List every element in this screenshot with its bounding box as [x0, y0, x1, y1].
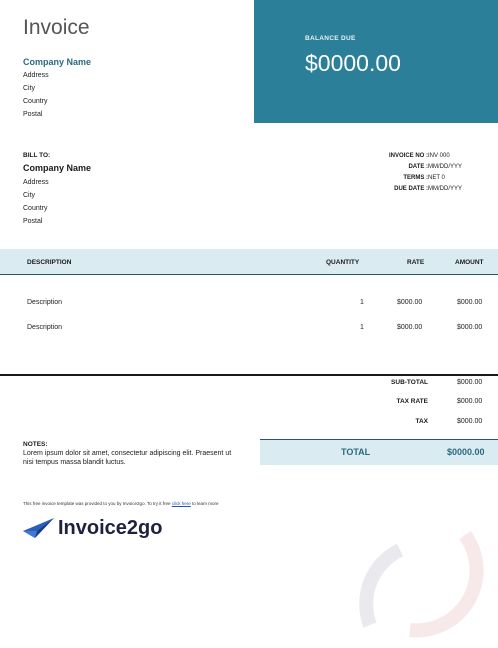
meta-key: DATE :: [408, 164, 428, 170]
sender-city: City: [23, 85, 36, 92]
meta-key: DUE DATE :: [394, 186, 428, 192]
client-postal: Postal: [23, 218, 43, 225]
footer-text-before: This free invoice template was provided to you by Invoice2go. To try it free: [23, 501, 172, 506]
row1-description: Description: [27, 299, 63, 306]
meta-key: INVOICE NO :: [388, 153, 428, 159]
subtotal-label: SUB-TOTAL: [391, 379, 428, 386]
row2-description: Description: [27, 324, 63, 331]
sender-address: Address: [23, 72, 49, 79]
invoice2go-logo-text: Invoice2go: [58, 517, 163, 539]
client-city: City: [23, 192, 36, 199]
col-amount: AMOUNT: [455, 259, 484, 266]
paper-plane-icon: [23, 517, 55, 544]
tax-rate-label: TAX RATE: [396, 398, 428, 405]
col-rate: RATE: [407, 259, 425, 266]
bill-to-label: BILL TO:: [23, 152, 51, 159]
row2-quantity: 1: [360, 324, 364, 331]
footer-note: [23, 501, 219, 506]
footer-link[interactable]: click here: [171, 501, 191, 506]
sender-postal: Postal: [23, 111, 43, 118]
sender-company-name: Company Name: [23, 57, 92, 67]
balance-due-amount: $0000.00: [305, 50, 401, 76]
total-label: TOTAL: [341, 447, 371, 457]
table-divider: [0, 374, 498, 376]
footer-text-after: to learn more: [190, 501, 219, 506]
meta-invoice-no: [348, 153, 468, 159]
row2-amount: $000.00: [457, 324, 483, 331]
total-amount: $0000.00: [447, 447, 485, 457]
notes-text: Lorem ipsum dolor sit amet, consectetur adipiscing elit. Praesent ut nisi tempus massa blandit luctus.: [23, 450, 232, 466]
col-description: DESCRIPTION: [27, 259, 72, 266]
notes-label: NOTES:: [23, 441, 48, 448]
meta-date: [348, 164, 468, 170]
col-quantity: QUANTITY: [326, 259, 360, 266]
client-country: Country: [23, 205, 48, 212]
row1-amount: $000.00: [457, 299, 483, 306]
row1-rate: $000.00: [397, 299, 423, 306]
meta-value: MM/DD/YYY: [428, 186, 463, 192]
tax-value: $000.00: [457, 418, 483, 425]
tax-rate-value: $000.00: [457, 398, 483, 405]
meta-value: NET 0: [428, 175, 445, 181]
meta-terms: [348, 175, 468, 181]
meta-value: MM/DD/YYY: [428, 164, 463, 170]
client-company-name: Company Name: [23, 163, 92, 173]
meta-due-date: [348, 186, 468, 192]
tax-label: TAX: [415, 418, 428, 425]
invoice-title: Invoice: [23, 16, 90, 39]
watermark-arc-icon: [340, 515, 490, 645]
client-address: Address: [23, 179, 49, 186]
meta-key: TERMS :: [403, 175, 428, 181]
balance-due-label: BALANCE DUE: [305, 35, 356, 42]
sender-country: Country: [23, 98, 48, 105]
row2-rate: $000.00: [397, 324, 423, 331]
subtotal-value: $000.00: [457, 379, 483, 386]
meta-value: INV 000: [428, 153, 450, 159]
row1-quantity: 1: [360, 299, 364, 306]
